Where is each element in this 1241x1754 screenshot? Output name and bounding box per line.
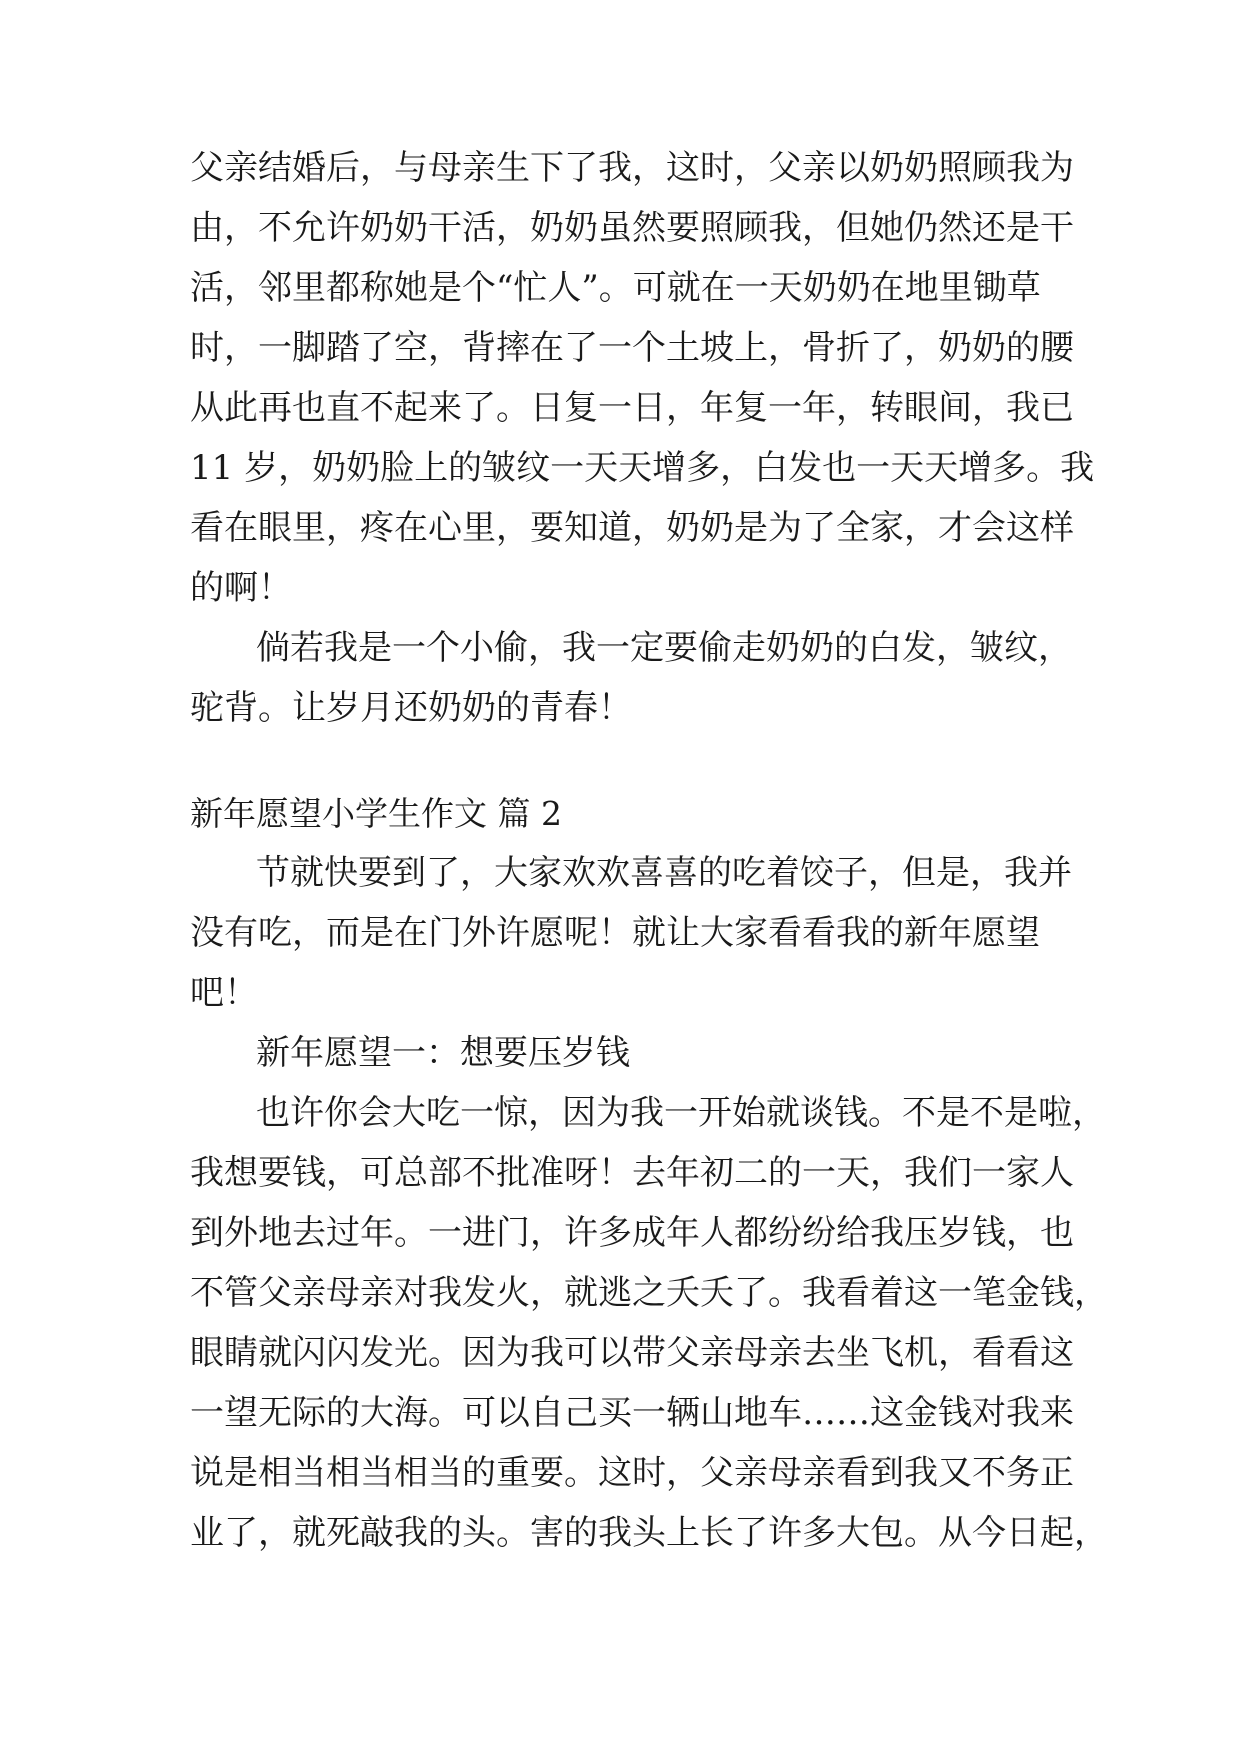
- paragraph-4-line: 说是相当相当相当的重要。这时，父亲母亲看到我又不务正: [190, 1453, 1074, 1493]
- wish-heading: 新年愿望一：想要压岁钱: [256, 1033, 630, 1073]
- paragraph-2-line: 倘若我是一个小偷，我一定要偷走奶奶的白发，皱纹，: [256, 628, 1072, 668]
- paragraph-1-line: 父亲结婚后，与母亲生下了我，这时，父亲以奶奶照顾我为: [190, 148, 1074, 188]
- paragraph-4-line: 不管父亲母亲对我发火，就逃之夭夭了。我看着这一笔金钱，: [190, 1273, 1108, 1313]
- paragraph-1-line: 从此再也直不起来了。日复一日，年复一年，转眼间，我已: [190, 388, 1074, 428]
- paragraph-1-line: 11 岁，奶奶脸上的皱纹一天天增多，白发也一天天增多。我: [190, 448, 1095, 488]
- paragraph-1-line: 的啊！: [190, 568, 292, 608]
- paragraph-2-line: 驼背。让岁月还奶奶的青春！: [190, 688, 632, 728]
- paragraph-3-line: 节就快要到了，大家欢欢喜喜的吃着饺子，但是，我并: [256, 853, 1072, 893]
- paragraph-4-line: 眼睛就闪闪发光。因为我可以带父亲母亲去坐飞机，看看这: [190, 1333, 1074, 1373]
- paragraph-4-line: 业了，就死敲我的头。害的我头上长了许多大包。从今日起，: [190, 1513, 1108, 1553]
- paragraph-4-line: 一望无际的大海。可以自己买一辆山地车……这金钱对我来: [190, 1393, 1074, 1433]
- paragraph-4-line: 到外地去过年。一进门，许多成年人都纷纷给我压岁钱，也: [190, 1213, 1074, 1253]
- paragraph-1-line: 看在眼里，疼在心里，要知道，奶奶是为了全家，才会这样: [190, 508, 1074, 548]
- paragraph-1-line: 时，一脚踏了空，背摔在了一个土坡上，骨折了，奶奶的腰: [190, 328, 1074, 368]
- paragraph-1-line: 活，邻里都称她是个“忙人”。可就在一天奶奶在地里锄草: [190, 268, 1041, 308]
- paragraph-3-line: 没有吃，而是在门外许愿呢！就让大家看看我的新年愿望: [190, 913, 1040, 953]
- paragraph-1-line: 由，不允许奶奶干活，奶奶虽然要照顾我，但她仍然还是干: [190, 208, 1074, 248]
- section-heading: 新年愿望小学生作文 篇 2: [190, 794, 562, 833]
- paragraph-4-line: 我想要钱，可总部不批准呀！去年初二的一天，我们一家人: [190, 1153, 1074, 1193]
- paragraph-3-line: 吧！: [190, 973, 258, 1013]
- paragraph-4-line: 也许你会大吃一惊，因为我一开始就谈钱。不是不是啦，: [256, 1093, 1106, 1133]
